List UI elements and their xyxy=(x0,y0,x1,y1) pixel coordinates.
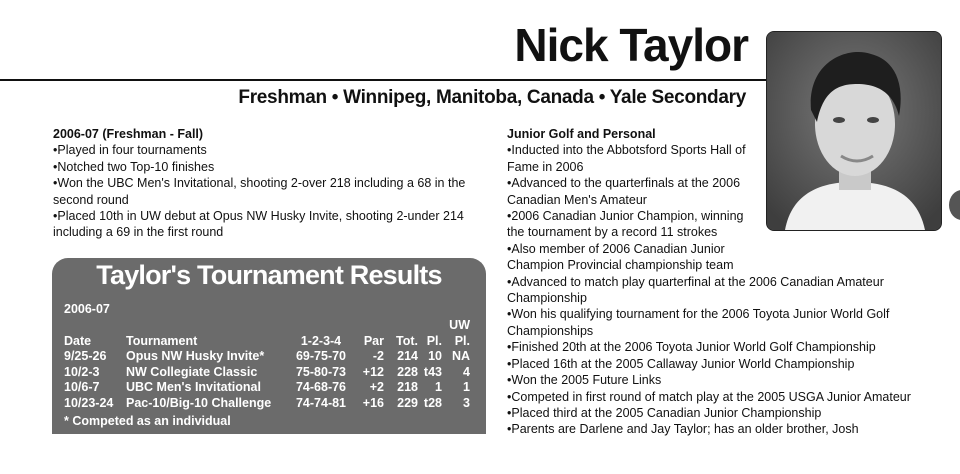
col-uw-top-label: UW xyxy=(449,318,470,332)
cell-tournament: Pac-10/Big-10 Challenge xyxy=(126,395,272,410)
cell-par: +12 xyxy=(362,364,384,379)
cell-date: 10/2-3 xyxy=(64,364,100,379)
col-par-header: Par xyxy=(363,333,384,348)
player-name: Nick Taylor xyxy=(514,19,748,71)
cell-scores: 75-80-73 xyxy=(295,364,347,379)
header-rule xyxy=(0,79,770,81)
list-item: • Won the UBC Men's Invitational, shooting 2-over 218 including a 68 in the second round xyxy=(53,175,493,208)
col-scores-header: 1-2-3-4 xyxy=(300,333,342,348)
list-item: • Placed 16th at the 2005 Callaway Junior World Championship xyxy=(507,356,947,372)
season-list xyxy=(53,142,493,240)
list-item: • Advanced to the quarterfinals at the 2006 Canadian Men's Amateur xyxy=(507,175,757,208)
results-title: Taylor's Tournament Results xyxy=(96,260,442,290)
col-uw-bottom-label: Pl. xyxy=(454,333,470,348)
list-item: • Also member of 2006 Canadian Junior Champion Provincial championship team xyxy=(507,241,765,274)
list-item: • Placed third at the 2005 Canadian Junior Championship xyxy=(507,405,947,421)
junior-list xyxy=(507,142,947,437)
junior-section xyxy=(507,126,947,438)
cell-uw-place: 1 xyxy=(463,380,470,394)
cell-uw-place: NA xyxy=(451,349,470,363)
cell-tournament: Opus NW Husky Invite* xyxy=(126,349,265,363)
cell-total: 228 xyxy=(397,364,418,379)
cell-date: 10/23-24 xyxy=(64,395,114,410)
col-date-header: Date xyxy=(64,333,92,348)
list-item: • Inducted into the Abbotsford Sports Hall of Fame in 2006 xyxy=(507,142,757,175)
cell-date: 9/25-26 xyxy=(64,349,107,363)
cell-total: 214 xyxy=(397,349,418,363)
player-subtitle: Freshman • Winnipeg, Manitoba, Canada • Yale Secondary xyxy=(238,87,746,108)
col-uw-place-header xyxy=(442,318,470,349)
cell-tournament: NW Collegiate Classic xyxy=(126,364,258,379)
table-row xyxy=(64,365,470,381)
col-tournament-header: Tournament xyxy=(126,333,198,348)
cell-total: 229 xyxy=(397,395,418,410)
cell-place: t28 xyxy=(423,395,442,410)
list-item: • Parents are Darlene and Jay Taylor; has an older brother, Josh xyxy=(507,421,947,437)
list-item: • Played in four tournaments xyxy=(53,142,493,158)
results-season: 2006-07 xyxy=(64,302,110,316)
cell-uw-place: 4 xyxy=(463,364,470,379)
table-header-row xyxy=(64,318,470,349)
table-row xyxy=(64,380,470,396)
cell-scores: 74-68-76 xyxy=(295,380,347,394)
cell-place: 10 xyxy=(428,349,442,363)
table-row xyxy=(64,396,470,412)
junior-heading: Junior Golf and Personal xyxy=(507,127,656,141)
table-row xyxy=(64,349,470,365)
results-footnote: * Competed as an individual xyxy=(64,414,231,428)
list-item: • Won his qualifying tournament for the 2006 Toyota Junior World Golf Championships xyxy=(507,306,947,339)
cell-tournament: UBC Men's Invitational xyxy=(126,380,261,394)
list-item: • Notched two Top-10 finishes xyxy=(53,159,493,175)
cell-place: 1 xyxy=(435,380,442,394)
list-item: • Advanced to match play quarterfinal at the 2006 Canadian Amateur Championship xyxy=(507,274,947,307)
cell-scores: 74-74-81 xyxy=(295,395,347,410)
cell-total: 218 xyxy=(397,380,418,394)
results-table xyxy=(64,318,470,411)
cell-scores: 69-75-70 xyxy=(295,349,347,363)
list-item: • Finished 20th at the 2006 Toyota Junior World Golf Championship xyxy=(507,339,947,355)
col-place-header: Pl. xyxy=(426,333,442,348)
list-item: • Placed 10th in UW debut at Opus NW Husky Invite, shooting 2-under 214 including a 69 in the first round xyxy=(53,208,493,241)
list-item: • Won the 2005 Future Links xyxy=(507,372,947,388)
cell-par: +16 xyxy=(362,395,384,410)
cell-par: +2 xyxy=(369,380,384,394)
list-item: • Competed in first round of match play at the 2005 USGA Junior Amateur xyxy=(507,389,947,405)
cell-date: 10/6-7 xyxy=(64,380,100,394)
col-total-header: Tot. xyxy=(396,333,418,348)
cell-par: -2 xyxy=(372,349,384,363)
page-tab-marker xyxy=(949,190,960,220)
season-section xyxy=(53,126,493,241)
results-panel xyxy=(52,258,486,434)
cell-uw-place: 3 xyxy=(463,395,470,410)
season-heading: 2006-07 (Freshman - Fall) xyxy=(53,127,204,141)
list-item: • 2006 Canadian Junior Champion, winning the tournament by a record 11 strokes xyxy=(507,208,757,241)
cell-place: t43 xyxy=(423,364,442,379)
